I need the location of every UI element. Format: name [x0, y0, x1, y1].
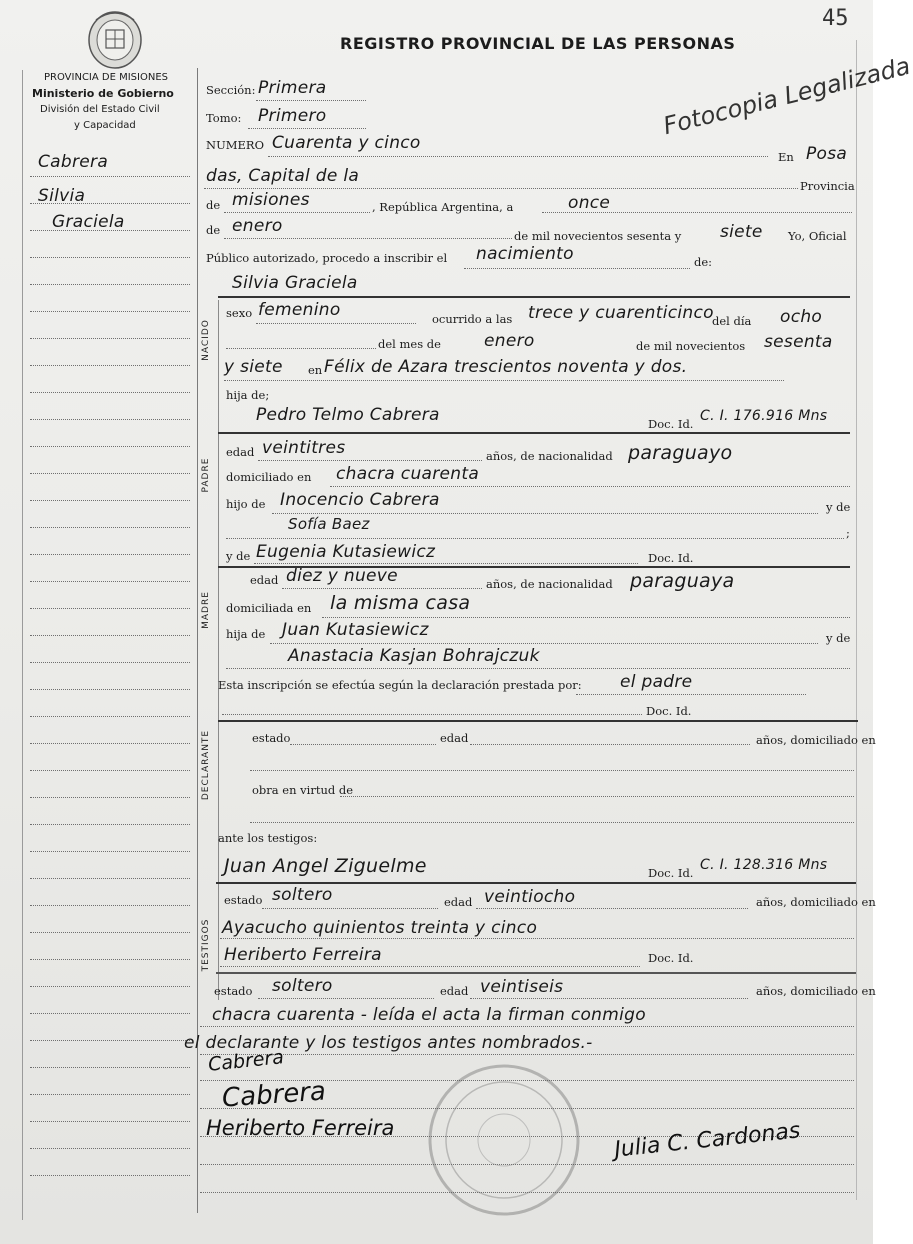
- section-declarante: DECLARANTE: [201, 729, 211, 801]
- father-father-value: Inocencio Cabrera: [280, 490, 440, 510]
- rule: [200, 1026, 854, 1027]
- seccion-label: Sección:: [206, 83, 256, 97]
- witness2-edad-label: edad: [440, 984, 469, 998]
- mother-doc-label: Doc. Id.: [648, 551, 694, 565]
- ocurrido-label: ocurrido a las: [432, 312, 513, 326]
- witness1-anios-label: años, domiciliado en: [756, 895, 876, 909]
- margin-rule: [30, 1013, 190, 1014]
- father-domicilio-label: domiciliado en: [226, 470, 312, 484]
- margin-rule: [30, 1067, 190, 1068]
- agency-ministry: Ministerio de Gobierno: [32, 87, 174, 100]
- signature-1: Cabrera: [207, 1046, 285, 1076]
- del-mes-label: del mes de: [378, 337, 441, 351]
- document-title: REGISTRO PROVINCIAL DE LAS PERSONAS: [340, 34, 736, 53]
- seccion-value: Primera: [258, 78, 327, 98]
- mother-domicilio-label: domiciliada en: [226, 601, 312, 615]
- section-nacido: NACIDO: [201, 319, 211, 361]
- birth-place-value: Félix de Azara trescientos noventa y dos.: [324, 357, 688, 377]
- mother-age-value: diez y nueve: [286, 566, 398, 586]
- rule: [254, 563, 638, 564]
- day-value: once: [568, 193, 611, 213]
- father-nat-value: paraguayo: [628, 442, 733, 464]
- del-dia-label: del día: [712, 314, 752, 328]
- father-edad-label: edad: [226, 445, 255, 459]
- witness2-name-value: Heriberto Ferreira: [224, 945, 382, 965]
- child-name-value: Silvia Graciela: [232, 273, 358, 293]
- sexo-label: sexo: [226, 306, 253, 320]
- mother-father-value: Juan Kutasiewicz: [282, 620, 429, 640]
- father-y-de-label: y de: [826, 500, 851, 514]
- obra-label: obra en virtud de: [252, 783, 354, 797]
- mil-novecientos-label: de mil novecientos: [636, 339, 746, 353]
- time-value: trece y cuarenticinco: [528, 303, 714, 323]
- rule: [464, 268, 690, 269]
- section-padre: PADRE: [201, 457, 211, 493]
- republica-label: , República Argentina, a: [372, 200, 514, 214]
- margin-rule: [30, 1148, 190, 1149]
- year-unit-value: siete: [720, 222, 763, 242]
- margin-first-name: Silvia: [38, 186, 86, 206]
- mil-sesenta-label: de mil novecientos sesenta y: [514, 229, 682, 243]
- rule: [204, 188, 798, 189]
- declarant-anios-label: años, domiciliado en: [756, 733, 876, 747]
- left-margin-border: [22, 70, 24, 1220]
- father-age-value: veintitres: [262, 438, 346, 458]
- margin-rule: [30, 392, 190, 393]
- en-place-value: Posa: [806, 144, 848, 164]
- margin-rule: [30, 959, 190, 960]
- month-value: enero: [232, 216, 283, 236]
- act-type-value: nacimiento: [476, 244, 574, 264]
- declarant-value: el padre: [620, 672, 693, 692]
- signature-2: Cabrera: [221, 1076, 327, 1114]
- de-label-1: de: [206, 198, 221, 212]
- rule: [224, 238, 512, 239]
- tomo-value: Primero: [258, 106, 327, 126]
- margin-rule: [30, 878, 190, 879]
- witness1-doc-label: Doc. Id.: [648, 866, 694, 880]
- margin-rule: [30, 851, 190, 852]
- hija-de-label: hija de;: [226, 388, 270, 402]
- margin-rule: [30, 527, 190, 528]
- margin-rule: [30, 689, 190, 690]
- margin-rule: [30, 905, 190, 906]
- mother-name-value: Eugenia Kutasiewicz: [256, 542, 436, 562]
- margin-rule: [30, 635, 190, 636]
- rule: [224, 380, 784, 381]
- rule: [270, 643, 818, 644]
- sex-value: femenino: [258, 300, 341, 320]
- margin-second-name: Graciela: [52, 212, 125, 232]
- birth-day-value: ocho: [780, 307, 823, 327]
- rule: [226, 668, 850, 669]
- section-column-border: [218, 300, 220, 1000]
- rule: [476, 908, 748, 909]
- mother-hija-label: hija de: [226, 627, 266, 641]
- birth-year-b-value: y siete: [224, 357, 283, 377]
- yo-oficial-label: Yo, Oficial: [788, 229, 847, 243]
- father-name-value: Pedro Telmo Cabrera: [256, 405, 440, 425]
- margin-rule: [30, 770, 190, 771]
- margin-rule: [30, 419, 190, 420]
- witness1-edad-label: edad: [444, 895, 473, 909]
- city-value: das, Capital de la: [206, 166, 360, 186]
- witness1-estado-value: soltero: [272, 885, 333, 905]
- rule: [216, 882, 856, 884]
- rule: [226, 538, 844, 539]
- margin-rule: [30, 662, 190, 663]
- margin-rule: [30, 230, 190, 231]
- de-colon-label: de:: [694, 255, 713, 269]
- margin-rule: [30, 743, 190, 744]
- rule: [542, 212, 852, 213]
- province-value: misiones: [232, 190, 310, 210]
- father-mother-value: Sofía Baez: [288, 515, 370, 533]
- rule: [224, 212, 370, 213]
- mother-y-de-label: y de: [226, 549, 251, 563]
- margin-rule: [30, 284, 190, 285]
- margin-rule: [30, 365, 190, 366]
- page-number: 45: [822, 6, 849, 31]
- rule: [218, 432, 850, 434]
- witness1-name-value: Juan Angel Ziguelme: [224, 855, 427, 877]
- margin-rule: [30, 338, 190, 339]
- margin-rule: [30, 1175, 190, 1176]
- witness2-age-value: veintiseis: [480, 977, 564, 997]
- rule: [268, 156, 768, 157]
- margin-rule: [30, 932, 190, 933]
- margin-rule: [30, 1040, 190, 1041]
- birth-year-a-value: sesenta: [764, 332, 833, 352]
- numero-value: Cuarenta y cinco: [272, 133, 421, 153]
- margin-rule: [30, 716, 190, 717]
- margin-rule: [30, 311, 190, 312]
- witness1-estado-label: estado: [224, 893, 263, 907]
- rule: [200, 1054, 854, 1055]
- father-doc-label: Doc. Id.: [648, 417, 694, 431]
- section-testigos: TESTIGOS: [201, 918, 211, 972]
- agency-division: División del Estado Civil: [40, 104, 160, 115]
- margin-rule: [30, 581, 190, 582]
- right-border: [856, 40, 858, 1200]
- witness2-address-value: chacra cuarenta - leída el acta la firman conmigo: [212, 1005, 646, 1025]
- father-hijo-label: hijo de: [226, 497, 266, 511]
- numero-label: NUMERO: [206, 138, 265, 152]
- rule: [340, 796, 854, 797]
- witness1-age-value: veintiocho: [484, 887, 576, 907]
- mother-nac-label: años, de nacionalidad: [486, 577, 613, 591]
- rule: [470, 744, 750, 745]
- rule: [258, 460, 482, 461]
- rule: [322, 617, 850, 618]
- witness2-doc-label: Doc. Id.: [648, 951, 694, 965]
- rule: [256, 100, 366, 101]
- legalized-copy-stamp: Fotocopia Legalizada: [660, 51, 913, 141]
- margin-rule: [30, 797, 190, 798]
- en-lugar-label: en: [308, 363, 323, 377]
- rule: [222, 714, 642, 715]
- margin-rule: [30, 1121, 190, 1122]
- margin-rule: [30, 608, 190, 609]
- section-madre: MADRE: [201, 591, 211, 629]
- coat-of-arms-emblem: [86, 6, 144, 70]
- agency-province: PROVINCIA DE MISIONES: [44, 72, 168, 83]
- margin-rule: [30, 554, 190, 555]
- rule: [250, 822, 854, 823]
- father-nac-label: años, de nacionalidad: [486, 449, 613, 463]
- margin-rule: [30, 176, 190, 177]
- tomo-label: Tomo:: [206, 111, 242, 125]
- inscripcion-label: Esta inscripción se efectúa según la declaración prestada por:: [218, 678, 582, 692]
- rule: [220, 966, 640, 967]
- rule: [576, 694, 806, 695]
- witness2-estado-label: estado: [214, 984, 253, 998]
- margin-rule: [30, 446, 190, 447]
- father-doc-value: C. I. 176.916 Mns: [700, 408, 828, 424]
- official-seal: [424, 1060, 584, 1220]
- witness2-estado-value: soltero: [272, 976, 333, 996]
- witness1-address-value: Ayacucho quinientos treinta y cinco: [222, 918, 538, 938]
- ante-testigos-label: ante los testigos:: [218, 831, 318, 845]
- mother-y-de-label-2: y de: [826, 631, 851, 645]
- margin-rule: [30, 257, 190, 258]
- provincia-label: Provincia: [800, 179, 855, 193]
- declarant-estado-label: estado: [252, 731, 291, 745]
- margin-surname: Cabrera: [38, 152, 109, 172]
- declarant-edad-label: edad: [440, 731, 469, 745]
- mother-edad-label: edad: [250, 573, 279, 587]
- father-semicolon: ;: [846, 526, 850, 540]
- margin-rule: [30, 473, 190, 474]
- rule: [220, 938, 854, 939]
- rule: [218, 296, 850, 298]
- rule: [282, 588, 482, 589]
- closing-text: el declarante y los testigos antes nombrados.-: [184, 1033, 593, 1053]
- official-signature: Julia C. Cardonas: [613, 1118, 802, 1163]
- birth-month-value: enero: [484, 331, 535, 351]
- declarant-doc-label: Doc. Id.: [646, 704, 692, 718]
- witness1-doc-value: C. I. 128.316 Mns: [700, 857, 828, 873]
- rule: [470, 998, 748, 999]
- rule: [330, 486, 850, 487]
- rule: [226, 348, 376, 349]
- father-address-value: chacra cuarenta: [336, 464, 480, 484]
- margin-rule: [30, 986, 190, 987]
- de-label-2: de: [206, 223, 221, 237]
- rule: [248, 128, 366, 129]
- rule: [256, 323, 416, 324]
- mother-address-value: la misma casa: [330, 592, 471, 614]
- rule: [218, 720, 858, 722]
- mother-nat-value: paraguaya: [630, 570, 735, 592]
- margin-rule: [30, 824, 190, 825]
- rule: [250, 770, 854, 771]
- margin-rule: [30, 500, 190, 501]
- agency-capacity: y Capacidad: [74, 120, 136, 131]
- rule: [258, 998, 434, 999]
- rule: [290, 744, 436, 745]
- en-label: En: [778, 150, 794, 164]
- publico-label: Público autorizado, procedo a inscribir el: [206, 251, 448, 265]
- rule: [272, 513, 818, 514]
- mother-mother-value: Anastacia Kasjan Bohrajczuk: [288, 646, 540, 666]
- signature-3: Heriberto Ferreira: [206, 1116, 395, 1140]
- witness2-anios-label: años, domiciliado en: [756, 984, 876, 998]
- margin-rule: [30, 1094, 190, 1095]
- margin-rule: [30, 203, 190, 204]
- rule: [216, 972, 856, 974]
- rule: [262, 908, 438, 909]
